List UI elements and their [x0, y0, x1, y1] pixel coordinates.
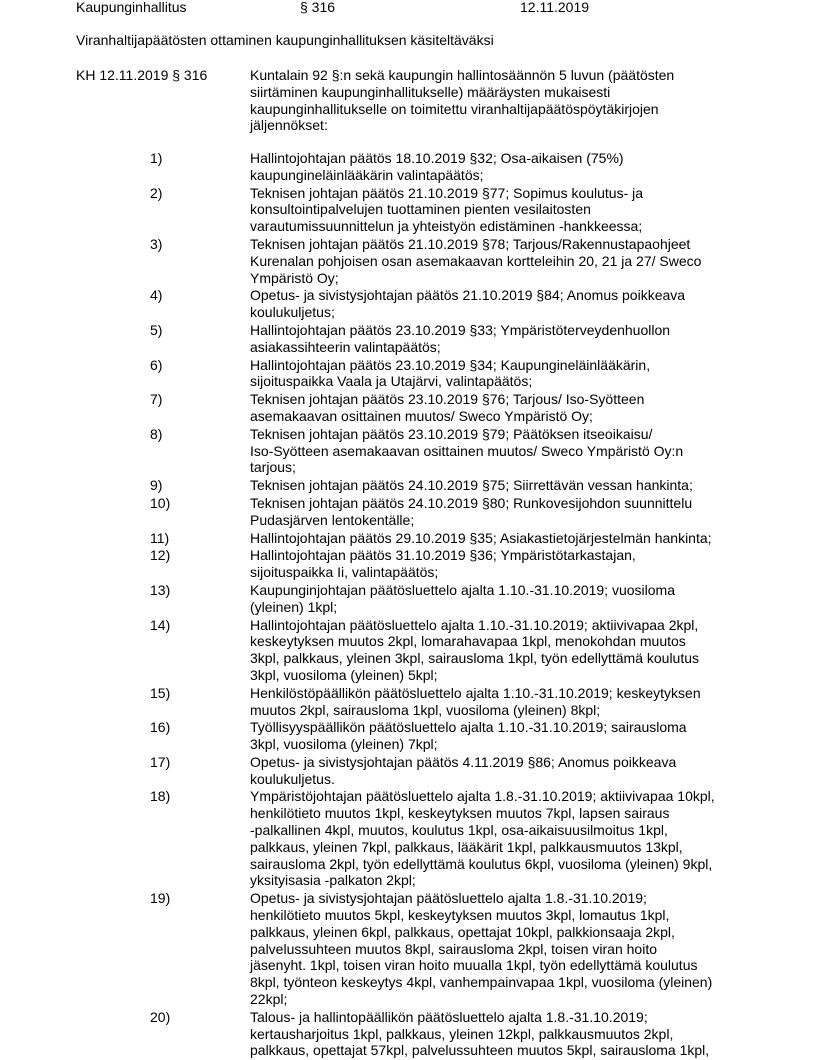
intro-paragraph: Kuntalain 92 §:n sekä kaupungin hallintosäännön 5 luvun (päätösten siirtäminen kaupunginhallitukselle) määräysten mukaisesti kaupunginhallitukselle on toimitettu viranhaltijapäätöspöytäkirjojen jäljennökset:: [250, 67, 675, 134]
item-text-line: Hallintojohtajan päätös 23.10.2019 §34; Kaupungineläinlääkärin,: [250, 356, 651, 373]
list-item: [0, 287, 816, 321]
item-text: [250, 185, 740, 235]
item-text-line: Teknisen johtajan päätös 21.10.2019 §78; Tarjous/Rakennustapaohjeet: [250, 235, 691, 252]
item-text: [250, 582, 740, 616]
item-text: [250, 617, 740, 684]
item-text: [250, 547, 740, 581]
item-text: [250, 150, 740, 184]
item-text: [250, 426, 740, 476]
item-text-line: (yleinen) 1kpl;: [250, 598, 338, 615]
list-item: [0, 150, 816, 184]
item-number: 15): [150, 684, 171, 701]
item-text-line: Ympäristö Oy;: [250, 269, 339, 286]
item-text: [250, 357, 740, 391]
item-text-line: henkilötieto muutos 1kpl, keskeytyksen muutos 7kpl, lapsen sairaus: [250, 805, 670, 822]
item-number: 5): [150, 321, 163, 338]
list-item: [0, 685, 816, 719]
item-text-line: tarjous;: [250, 459, 296, 476]
item-text-line: Opetus- ja sivistysjohtajan päätös 21.10.2019 §84; Anomus poikkeava: [250, 287, 686, 304]
item-text-line: Kaupunginjohtajan päätösluettelo ajalta 1.10.-31.10.2019; vuosiloma: [250, 581, 675, 598]
item-text-line: Hallintojohtajan päätös 31.10.2019 §36; Ympäristötarkastajan,: [250, 547, 636, 564]
item-text-line: sairausloma 2kpl, työn edellyttämä koulutus 6kpl, vuosiloma (yleinen) 9kpl,: [250, 855, 713, 872]
item-text-line: henkilötieto muutos 5kpl, keskeytyksen muutos 3kpl, lomautus 1kpl,: [250, 907, 670, 924]
item-text: [250, 236, 740, 286]
item-number: 10): [150, 494, 171, 511]
item-text-line: palvelussuhteen muutos 8kpl, sairausloma 2kpl, toisen viran hoito: [250, 940, 658, 957]
item-number: 7): [150, 391, 163, 408]
list-item: [0, 617, 816, 684]
header-date: 12.11.2019: [520, 0, 590, 15]
item-text-line: palkkaus, opettajat 57kpl, palvelussuhteen muutos 5kpl, sairausloma 1kpl,: [250, 1042, 710, 1059]
item-number: 13): [150, 581, 171, 598]
item-text-line: Hallintojohtajan päätösluettelo ajalta 1.10.-31.10.2019; aktiivivapaa 2kpl,: [250, 616, 699, 633]
item-text: [250, 495, 740, 529]
item-text: [250, 322, 740, 356]
list-item: [0, 357, 816, 391]
item-text-line: Henkilöstöpäällikön päätösluettelo ajalta 1.10.-31.10.2019; keskeytyksen: [250, 684, 701, 701]
item-text-line: Iso-Syötteen asemakaavan osittainen muutos/ Sweco Ympäristö Oy:n: [250, 442, 684, 459]
item-text-line: kaupungineläinlääkärin valintapäätös;: [250, 166, 484, 183]
item-text: [250, 1009, 740, 1059]
item-number: 4): [150, 287, 163, 304]
item-text-line: kertausharjoitus 1kpl, palkkaus, yleinen 12kpl, palkkausmuutos 2kpl,: [250, 1025, 674, 1042]
item-text-line: 3kpl, palkkaus, yleinen 3kpl, sairausloma 1kpl, työn edellyttämä koulutus: [250, 650, 700, 667]
item-text-line: Teknisen johtajan päätös 24.10.2019 §80; Runkovesijohdon suunnittelu: [250, 494, 693, 511]
item-text: [250, 788, 740, 889]
item-number: 16): [150, 719, 171, 736]
item-text: [250, 477, 740, 494]
item-text-line: palkkaus, yleinen 7kpl, palkkaus, lääkärit 1kpl, palkkausmuutos 13kpl,: [250, 838, 683, 855]
item-text-line: Teknisen johtajan päätös 23.10.2019 §79; Päätöksen itseoikaisu/: [250, 425, 653, 442]
item-text-line: Ympäristöjohtajan päätösluettelo ajalta 1.8.-31.10.2019; aktiivivapaa 10kpl,: [250, 788, 715, 805]
header-section-number: § 316: [300, 0, 336, 15]
item-text-line: asemakaavan osittainen muutos/ Sweco Ympäristö Oy;: [250, 407, 593, 424]
item-number: 11): [150, 529, 170, 546]
item-number: 17): [150, 753, 171, 770]
item-number: 3): [150, 235, 163, 252]
item-number: 9): [150, 477, 163, 494]
item-text-line: palkkaus, yleinen 6kpl, palkkaus, opettajat 10kpl, palkkionsaaja 2kpl,: [250, 923, 675, 940]
decision-list: [0, 150, 816, 1060]
item-text-line: koulukuljetus.: [250, 770, 335, 787]
item-number: 20): [150, 1008, 171, 1025]
list-item: [0, 236, 816, 286]
item-text-line: 8kpl, työnteon keskeytys 4kpl, vanhempainvapaa 1kpl, vuosiloma (yleinen): [250, 974, 713, 991]
item-text-line: sijoituspaikka Vaala ja Utajärvi, valintapäätös;: [250, 373, 533, 390]
item-text-line: asiakassihteerin valintapäätös;: [250, 338, 441, 355]
item-text-line: Pudasjärven lentokentälle;: [250, 511, 415, 528]
item-number: 2): [150, 184, 163, 201]
item-text-line: Hallintojohtajan päätös 18.10.2019 §32; Osa-aikaisen (75%): [250, 150, 624, 166]
item-number: 12): [150, 547, 171, 564]
list-item: [0, 1009, 816, 1059]
list-item: [0, 530, 816, 547]
list-item: [0, 890, 816, 1008]
item-text-line: koulukuljetus;: [250, 304, 335, 321]
list-item: [0, 391, 816, 425]
item-text-line: konsultointipalvelujen tuottaminen pienten vesilaitosten: [250, 201, 591, 218]
item-text-line: jäsenyht. 1kpl, toisen viran hoito muualla 1kpl, työn edellyttämä koulutus: [250, 957, 698, 974]
item-text-line: Talous- ja hallintopäällikön päätösluettelo ajalta 1.8.-31.10.2019;: [250, 1008, 648, 1025]
item-text-line: -palkallinen 4kpl, muutos, koulutus 1kpl, osa-aikaisuusilmoitus 1kpl,: [250, 822, 668, 839]
list-item: [0, 582, 816, 616]
list-item: [0, 719, 816, 753]
item-text-line: muutos 2kpl, sairausloma 1kpl, vuosiloma (yleinen) 8kpl;: [250, 701, 601, 718]
item-text-line: 3kpl, vuosiloma (yleinen) 5kpl;: [250, 666, 438, 683]
item-text-line: yksityisasia -palkaton 2kpl;: [250, 872, 416, 889]
item-text: [250, 754, 740, 788]
item-number: 8): [150, 425, 163, 442]
item-text-line: Hallintojohtajan päätös 29.10.2019 §35; Asiakastietojärjestelmän hankinta;: [250, 529, 712, 546]
list-item: [0, 495, 816, 529]
item-text-line: Kurenalan pohjoisen osan asemakaavan kortteleihin 20, 21 ja 27/ Sweco: [250, 252, 702, 269]
page-header: [0, 0, 816, 19]
item-number: 6): [150, 356, 163, 373]
meeting-reference: KH 12.11.2019 § 316: [76, 67, 208, 83]
item-text-line: Opetus- ja sivistysjohtajan päätös 4.11.2019 §86; Anomus poikkeava: [250, 753, 677, 770]
header-organization: Kaupunginhallitus: [76, 0, 187, 15]
item-text-line: Teknisen johtajan päätös 21.10.2019 §77; Sopimus koulutus- ja: [250, 184, 644, 201]
document-subject: Viranhaltijapäätösten ottaminen kaupunginhallituksen käsiteltäväksi: [76, 32, 494, 48]
list-item: [0, 547, 816, 581]
item-text-line: Teknisen johtajan päätös 24.10.2019 §75; Siirrettävän vessan hankinta;: [250, 477, 693, 494]
item-text: [250, 719, 740, 753]
item-number: 1): [150, 150, 163, 166]
item-text: [250, 530, 740, 547]
list-item: [0, 477, 816, 494]
item-text: [250, 685, 740, 719]
list-item: [0, 426, 816, 476]
item-text: [250, 287, 740, 321]
item-number: 18): [150, 788, 171, 805]
item-text-line: 22kpl;: [250, 991, 288, 1008]
item-text-line: keskeytyksen muutos 2kpl, lomarahavapaa 1kpl, menokohdan muutos: [250, 633, 686, 650]
item-number: 19): [150, 890, 171, 907]
list-item: [0, 788, 816, 889]
item-text-line: 3kpl, vuosiloma (yleinen) 7kpl;: [250, 736, 438, 753]
item-text-line: Hallintojohtajan päätös 23.10.2019 §33; Ympäristöterveydenhuollon: [250, 321, 671, 338]
item-text-line: varautumissuunnittelun ja yhteistyön edistäminen -hankkeessa;: [250, 218, 643, 235]
item-number: 14): [150, 616, 171, 633]
list-item: [0, 754, 816, 788]
item-text-line: Teknisen johtajan päätös 23.10.2019 §76; Tarjous/ Iso-Syötteen: [250, 391, 645, 408]
list-item: [0, 322, 816, 356]
list-item: [0, 185, 816, 235]
item-text-line: Opetus- ja sivistysjohtajan päätösluettelo ajalta 1.8.-31.10.2019;: [250, 890, 647, 907]
item-text: [250, 391, 740, 425]
item-text: [250, 890, 740, 1008]
item-text-line: sijoituspaikka Ii, valintapäätös;: [250, 564, 439, 581]
item-text-line: Työllisyyspäällikön päätösluettelo ajalta 1.10.-31.10.2019; sairausloma: [250, 719, 687, 736]
